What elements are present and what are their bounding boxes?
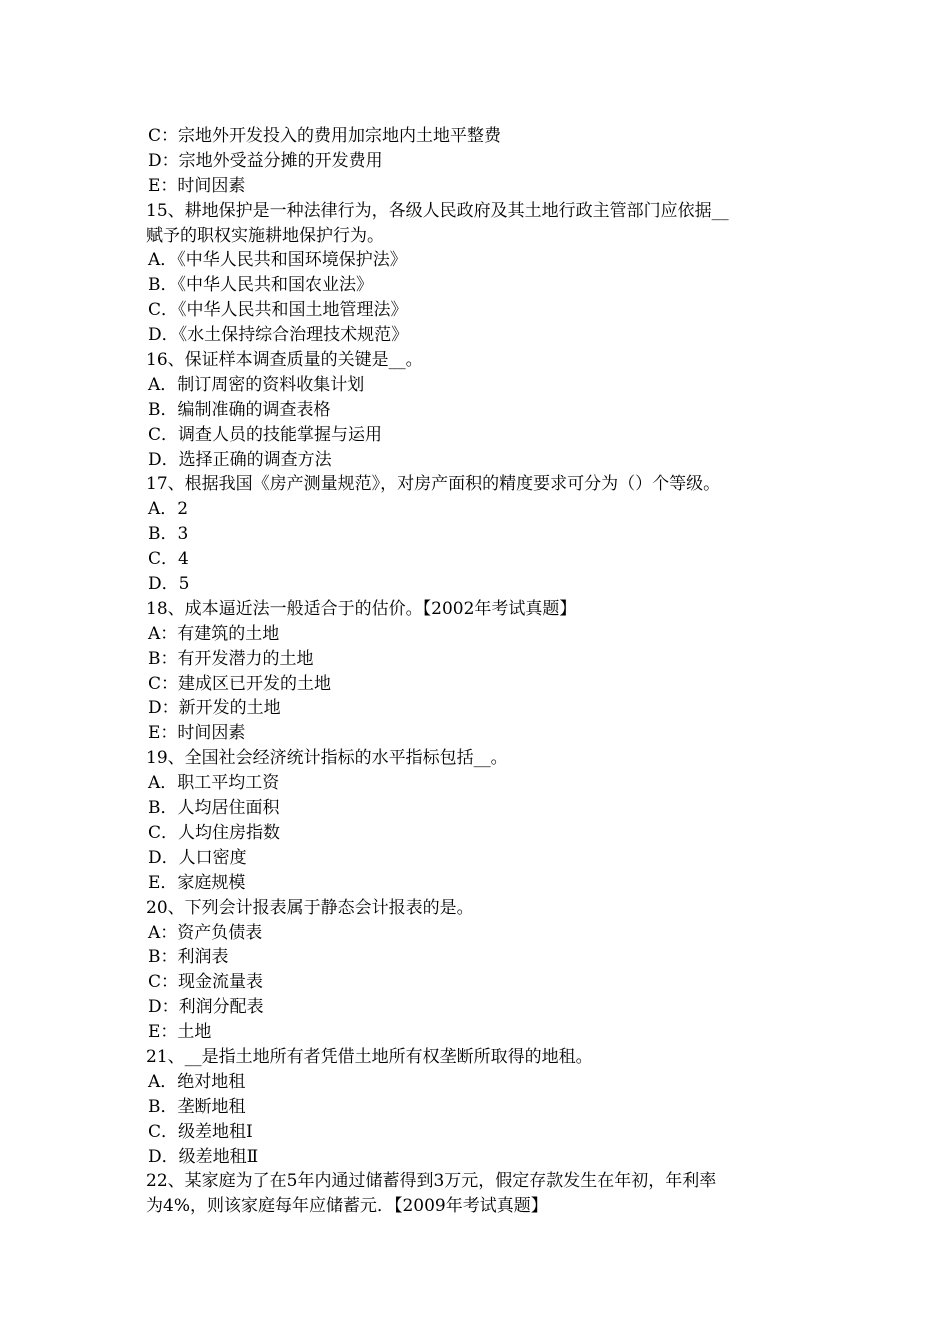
answer-option: D．选择正确的调查方法 [148, 449, 332, 470]
answer-option: B．垄断地租 [148, 1096, 246, 1117]
answer-option: E：时间因素 [148, 175, 246, 196]
answer-option: A．《中华人民共和国环境保护法》 [148, 250, 407, 271]
answer-option: D：新开发的土地 [148, 698, 281, 719]
question-text: 19、全国社会经济统计指标的水平指标包括__。 [146, 748, 508, 769]
answer-option: A：有建筑的土地 [148, 623, 280, 644]
answer-option: C．4 [148, 549, 189, 570]
question-text: 21、__是指土地所有者凭借土地所有权垄断所取得的地租。 [146, 1046, 593, 1067]
question-text: 15、耕地保护是一种法律行为，各级人民政府及其土地行政主管部门应依据__ [146, 200, 729, 221]
answer-option: D．5 [148, 574, 190, 595]
answer-option: C．级差地租Ⅰ [148, 1121, 253, 1142]
answer-option: A．绝对地租 [148, 1071, 246, 1092]
answer-option: C：现金流量表 [148, 972, 264, 993]
answer-option: D．级差地租Ⅱ [148, 1146, 259, 1167]
answer-option: D：利润分配表 [148, 997, 264, 1018]
answer-option: B．《中华人民共和国农业法》 [148, 275, 373, 296]
question-text: 16、保证样本调查质量的关键是__。 [146, 350, 423, 371]
answer-option: B：利润表 [148, 947, 229, 968]
answer-option: C．人均住房指数 [148, 822, 281, 843]
answer-option: B．编制准确的调查表格 [148, 399, 331, 420]
answer-option: A．职工平均工资 [148, 773, 280, 794]
question-text: 为4%，则该家庭每年应储蓄元．【2009年考试真题】 [146, 1196, 548, 1217]
document-body [146, 124, 810, 1219]
answer-option: E：土地 [148, 1022, 212, 1043]
answer-option: D．人口密度 [148, 847, 247, 868]
answer-option: A．2 [148, 499, 189, 520]
answer-option: C．调查人员的技能掌握与运用 [148, 424, 383, 445]
question-text: 赋予的职权实施耕地保护行为。 [146, 225, 384, 246]
question-text: 22、某家庭为了在5年内通过储蓄得到3万元，假定存款发生在年初，年利率 [146, 1171, 717, 1192]
answer-option: C：建成区已开发的土地 [148, 673, 332, 694]
answer-option: E．家庭规模 [148, 872, 246, 893]
answer-option: B：有开发潜力的土地 [148, 648, 314, 669]
answer-option: B．3 [148, 524, 189, 545]
answer-option: B．人均居住面积 [148, 798, 280, 819]
question-text: 17、根据我国《房产测量规范》，对房产面积的精度要求可分为（）个等级。 [146, 474, 721, 495]
answer-option: C：宗地外开发投入的费用加宗地内土地平整费 [148, 126, 502, 146]
answer-option: E：时间因素 [148, 723, 246, 744]
answer-option: A：资产负债表 [148, 922, 263, 943]
answer-option: D：宗地外受益分摊的开发费用 [148, 150, 383, 171]
question-text: 18、成本逼近法一般适合于的估价。【2002年考试真题】 [146, 598, 577, 619]
answer-option: A．制订周密的资料收集计划 [148, 374, 365, 395]
answer-option: C．《中华人民共和国土地管理法》 [148, 300, 408, 321]
answer-option: D．《水土保持综合治理技术规范》 [148, 325, 409, 346]
question-text: 20、下列会计报表属于静态会计报表的是。 [146, 897, 474, 918]
